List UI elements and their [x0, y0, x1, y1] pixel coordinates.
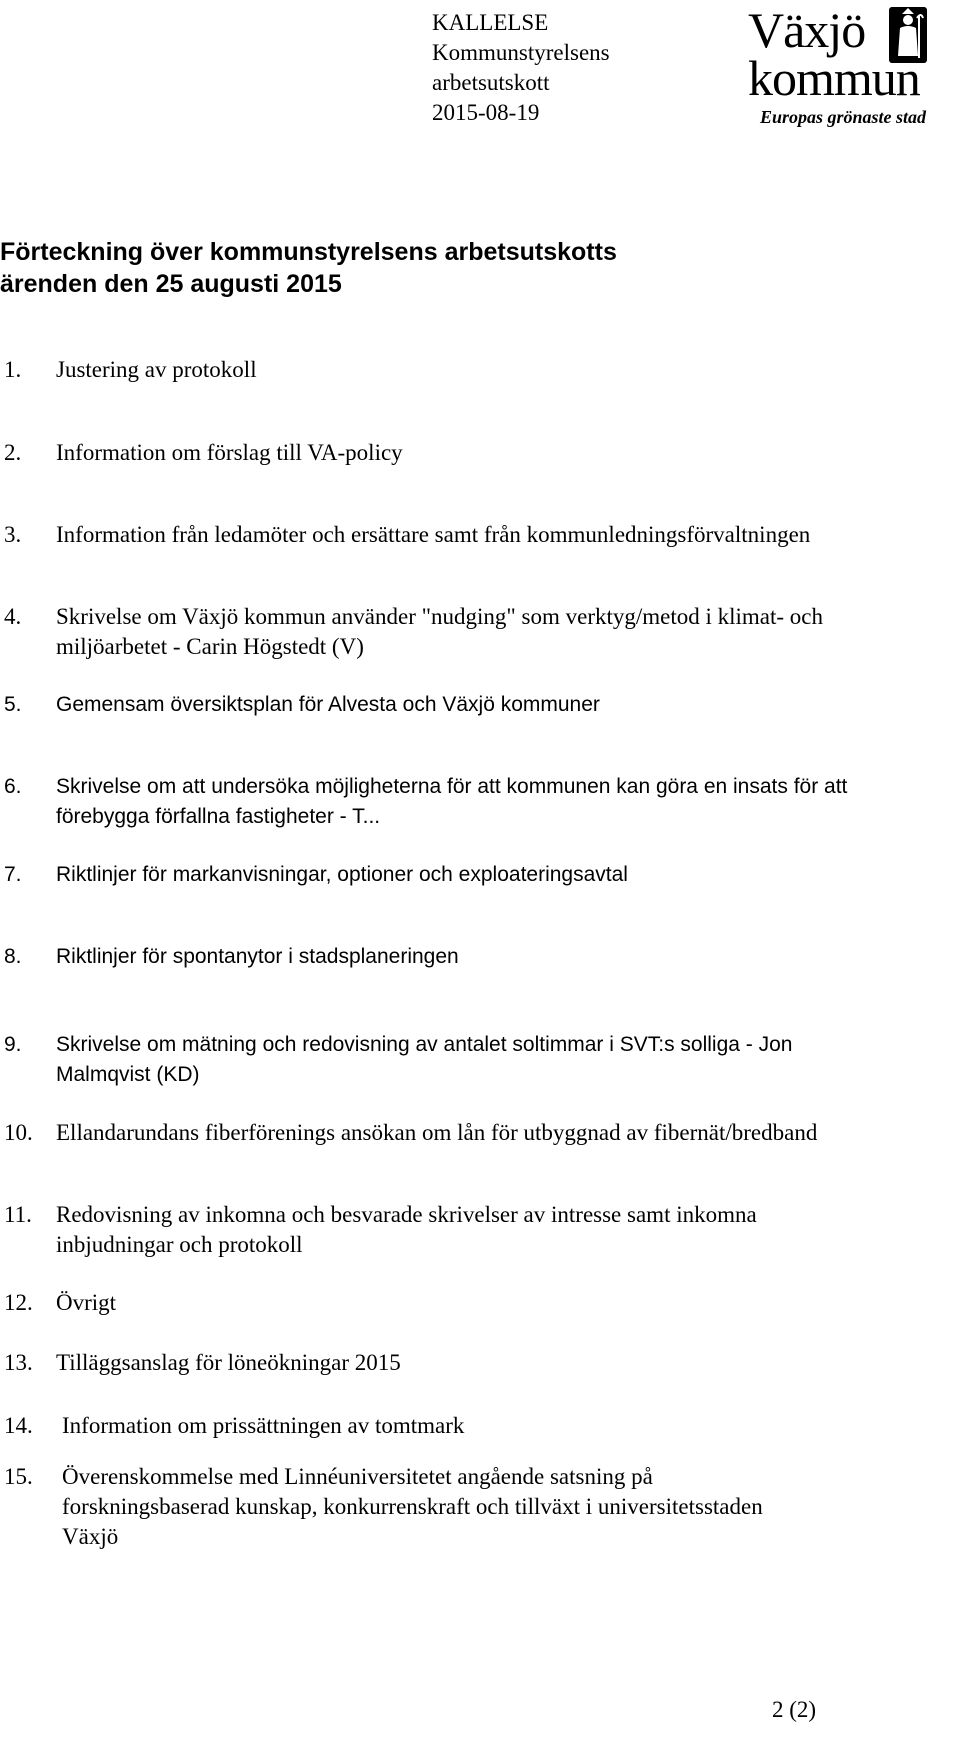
header-kallelse: KALLELSE	[432, 10, 549, 35]
page-number: 2 (2)	[772, 1697, 817, 1722]
agenda-item-text: Riktlinjer för markanvisningar, optioner och exploateringsavtal	[56, 863, 628, 886]
agenda-item-number: 14.	[4, 1413, 33, 1438]
agenda-item-number: 11.	[4, 1202, 32, 1227]
agenda-item-text: Riktlinjer för spontanytor i stadsplaneringen	[56, 945, 459, 968]
agenda-item-number: 4.	[4, 604, 22, 629]
agenda-item-line: förebygga förfallna fastigheter - T...	[56, 805, 381, 828]
agenda-item-text: Information om förslag till VA-policy	[56, 440, 403, 465]
logo-tagline: Europas grönaste stad	[760, 107, 927, 127]
agenda-item-number: 6.	[4, 775, 22, 798]
agenda-item-line: Skrivelse om att undersöka möjligheterna för att kommunen kan göra en insats för att	[56, 775, 848, 798]
agenda-item-line: Skrivelse om Växjö kommun använder "nudging" som verktyg/metod i klimat- och	[56, 604, 824, 629]
agenda-item-number: 3.	[4, 522, 22, 547]
agenda-item-text: Justering av protokoll	[56, 357, 257, 382]
agenda-item-text	[56, 772, 936, 832]
vaxjo-kommun-logo	[744, 2, 956, 134]
agenda-item-text: Ellandarundans fiberförenings ansökan om lån för utbyggnad av fibernät/bredband	[56, 1120, 818, 1145]
agenda-item-number: 8.	[4, 945, 22, 968]
agenda-item-text: Information från ledamöter och ersättare samt från kommunledningsförvaltningen	[56, 522, 811, 547]
agenda-item-number: 7.	[4, 863, 22, 886]
title-line-1: Förteckning över kommunstyrelsens arbetsutskotts	[0, 238, 617, 266]
header-committee: Kommunstyrelsens	[432, 40, 610, 65]
agenda-item-line: forskningsbaserad kunskap, konkurrenskraft och tillväxt i universitetsstaden	[62, 1494, 763, 1519]
agenda-item-number: 2.	[4, 440, 22, 465]
page-title	[0, 236, 920, 300]
agenda-item-number: 1.	[4, 357, 22, 382]
agenda-item-number: 13.	[4, 1350, 33, 1375]
agenda-item-line: Överenskommelse med Linnéuniversitetet angående satsning på	[62, 1464, 653, 1489]
title-line-2: ärenden den 25 augusti 2015	[0, 270, 342, 298]
agenda-item-line: Växjö	[62, 1524, 119, 1549]
logo-wordmark-vaxjo: Växjö	[748, 2, 866, 58]
header-committee-2: arbetsutskott	[432, 70, 550, 95]
agenda-item-text: Tilläggsanslag för löneökningar 2015	[56, 1350, 401, 1375]
logo-wordmark-kommun: kommun	[748, 50, 920, 106]
agenda-item-line: Malmqvist (KD)	[56, 1063, 200, 1086]
agenda-item-text: Gemensam översiktsplan för Alvesta och Växjö kommuner	[56, 693, 600, 716]
agenda-item-line: miljöarbetet - Carin Högstedt (V)	[56, 634, 364, 659]
agenda-item-text	[56, 1030, 936, 1090]
agenda-item-text: Övrigt	[56, 1290, 117, 1315]
agenda-item-number: 9.	[4, 1033, 22, 1056]
agenda-item-line: inbjudningar och protokoll	[56, 1232, 303, 1257]
agenda-item-text	[56, 602, 936, 662]
agenda-item-text	[56, 1200, 936, 1260]
agenda-item-text: Information om prissättningen av tomtmark	[62, 1413, 465, 1438]
header-date: 2015-08-19	[432, 100, 540, 125]
agenda-item-text	[62, 1462, 942, 1552]
agenda-item-line: Skrivelse om mätning och redovisning av antalet soltimmar i SVT:s solliga - Jon	[56, 1033, 793, 1056]
document-header	[432, 8, 610, 128]
agenda-item-number: 10.	[4, 1120, 33, 1145]
agenda-item-number: 15.	[4, 1464, 33, 1489]
agenda-item-line: Redovisning av inkomna och besvarade skrivelser av intresse samt inkomna	[56, 1202, 757, 1227]
agenda-item-number: 12.	[4, 1290, 33, 1315]
agenda-item-number: 5.	[4, 693, 22, 716]
